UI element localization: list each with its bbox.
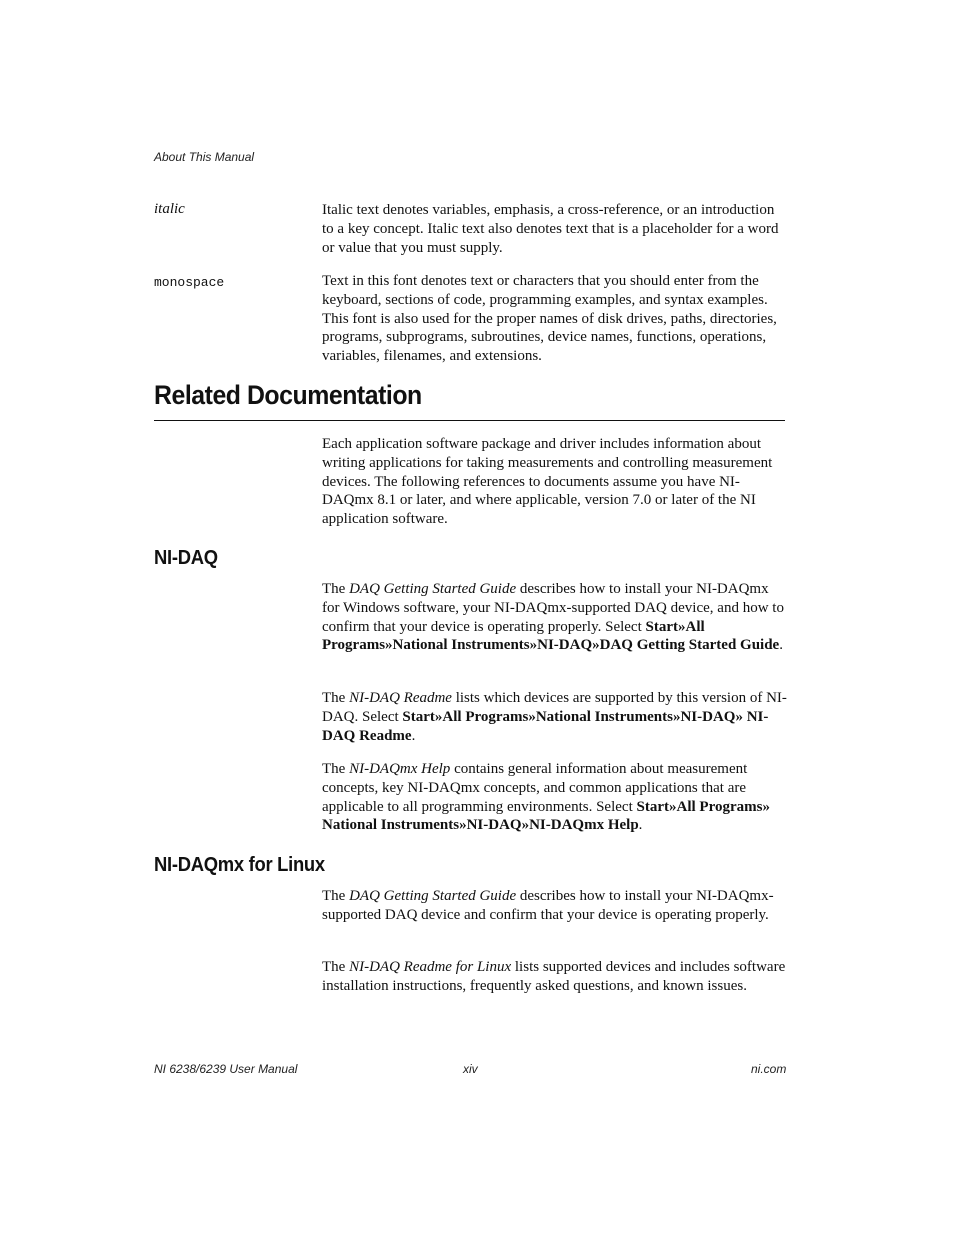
convention-term-monospace: monospace <box>154 275 225 290</box>
convention-term-italic: italic <box>154 201 185 217</box>
subsection-heading-ni-daqmx-linux: NI-DAQmx for Linux <box>154 854 325 876</box>
text-run: The <box>322 761 350 777</box>
ni-daq-paragraph-help <box>322 760 788 835</box>
footer-manual-title: NI 6238/6239 User Manual <box>154 1062 298 1076</box>
linux-paragraph-getting-started <box>322 887 788 925</box>
text-run: . <box>411 727 416 744</box>
document-title: NI-DAQmx Help <box>349 761 451 777</box>
footer-page-number: xiv <box>463 1062 478 1076</box>
heading-rule <box>154 420 785 421</box>
document-title: DAQ Getting Started Guide <box>349 888 517 904</box>
document-title: DAQ Getting Started Guide <box>349 581 517 597</box>
text-run: describes how to install your NI-DAQmx-supported DAQ device and confirm that your device is operating properly. <box>322 888 774 923</box>
menu-path: Start»All Programs»National Instruments»NI-DAQ» NI-DAQ Readme <box>322 708 769 744</box>
ni-daq-paragraph-getting-started <box>322 580 788 655</box>
text-run: . <box>638 817 643 834</box>
text-run: The <box>322 690 350 706</box>
running-header: About This Manual <box>154 150 255 164</box>
section-heading-related-documentation: Related Documentation <box>154 380 422 410</box>
menu-path: Start»All Programs» National Instruments»NI-DAQ»NI-DAQmx Help <box>322 798 770 834</box>
text-run: lists supported devices and includes software installation instructions, frequently asked questions, and known issues. <box>322 959 786 994</box>
convention-description-monospace: Text in this font denotes text or characters that you should enter from the keyboard, sections of code, programming examples, and syntax examples. This font is also used for the proper names of disk drives, paths, directories, programs, subprograms, subroutines, device names, functions, operations, variables, filenames, and extensions. <box>322 273 777 365</box>
footer-website-link[interactable]: ni.com <box>751 1062 787 1076</box>
text-run: The <box>322 581 350 597</box>
text-run: describes how to install your NI-DAQmx for Windows software, your NI-DAQmx-supported DAQ device, and how to confirm that your device is operating properly. Select <box>322 581 784 635</box>
text-run: lists which devices are supported by this version of NI-DAQ. Select <box>322 690 787 725</box>
text-run: The <box>322 888 350 904</box>
subsection-heading-ni-daq: NI-DAQ <box>154 547 218 569</box>
ni-daq-paragraph-readme <box>322 689 788 745</box>
linux-paragraph-readme <box>322 958 788 996</box>
text-run: contains general information about measurement concepts, key NI-DAQmx concepts, and common applications that are applicable to all programming environments. Select <box>322 761 748 815</box>
document-title: NI-DAQ Readme for Linux <box>349 959 512 975</box>
text-run: The <box>322 959 350 975</box>
convention-description-italic: Italic text denotes variables, emphasis, a cross-reference, or an introduction to a key concept. Italic text also denotes text that is a placeholder for a word or value that you must supply. <box>322 202 779 256</box>
document-title: NI-DAQ Readme <box>349 690 452 706</box>
text-run: . <box>779 637 783 654</box>
menu-path: Start»All Programs»National Instruments»NI-DAQ»DAQ Getting Started Guide <box>322 618 780 654</box>
related-intro-paragraph: Each application software package and driver includes information about writing applications for taking measurements and controlling measurement devices. The following references to documents assume you have NI-DAQmx 8.1 or later, and where applicable, version 7.0 or later of the NI application software. <box>322 436 773 528</box>
